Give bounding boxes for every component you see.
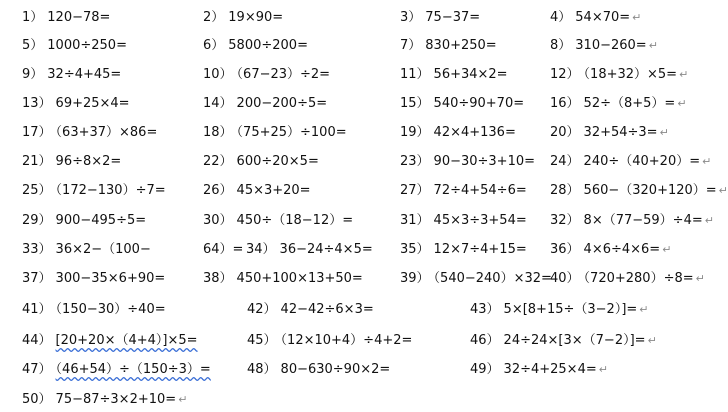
- problem-continuation: [203, 241, 243, 259]
- problem-expression: 450÷（18−12）=: [236, 213, 354, 228]
- paragraph-return-icon: ↵: [632, 11, 642, 24]
- problem-31: [400, 212, 527, 230]
- problem-number: 42）: [247, 302, 277, 317]
- problem-number: 28）: [550, 183, 580, 198]
- problem-number: 32）: [550, 213, 580, 228]
- problem-number: 5）: [22, 38, 44, 53]
- paragraph-return-icon: ↵: [718, 184, 728, 197]
- problem-4: [550, 9, 641, 27]
- problem-expression: 52÷（8+5）=: [583, 96, 676, 111]
- problem-number: 23）: [400, 154, 430, 169]
- problem-expression: 200−200÷5=: [236, 96, 328, 111]
- paragraph-return-icon: ↵: [704, 214, 714, 227]
- problem-number: 26）: [203, 183, 233, 198]
- problem-number: 49）: [470, 362, 500, 377]
- problem-34: [246, 241, 373, 259]
- problem-expression: 240÷（40+20）=: [583, 154, 701, 169]
- problem-number: 50）: [22, 392, 52, 407]
- problem-expression: 600÷20×5=: [236, 154, 319, 169]
- problem-number: 29）: [22, 213, 52, 228]
- problem-46: [470, 332, 657, 350]
- problem-number: 16）: [550, 96, 580, 111]
- problem-expression: 69+25×4=: [55, 96, 130, 111]
- problem-number: 45）: [247, 333, 277, 348]
- problem-expression: （540−240）×32=: [433, 271, 552, 286]
- problem-expression: 56+34×2=: [433, 67, 508, 82]
- problem-expression: 1000÷250=: [47, 38, 127, 53]
- paragraph-return-icon: ↵: [598, 363, 608, 376]
- problem-number: 10）: [203, 67, 233, 82]
- paragraph-return-icon: ↵: [662, 243, 672, 256]
- problem-number: 37）: [22, 271, 52, 286]
- problem-number: 17）: [22, 125, 52, 140]
- problem-number: 1）: [22, 10, 44, 25]
- problem-expression: 12×7÷4+15=: [433, 242, 527, 257]
- problem-expression: 80−630÷90×2=: [280, 362, 391, 377]
- problem-16: [550, 95, 687, 113]
- problem-number: 7）: [400, 38, 422, 53]
- problem-35: [400, 241, 527, 259]
- problem-expression: 75−37=: [425, 10, 481, 25]
- problem-39: [400, 270, 552, 288]
- problem-49: [470, 361, 608, 379]
- problem-expression: 32÷4+45=: [47, 67, 122, 82]
- problem-number: 43）: [470, 302, 500, 317]
- paragraph-return-icon: ↵: [702, 155, 712, 168]
- problem-number: 18）: [203, 125, 233, 140]
- problem-number: 20）: [550, 125, 580, 140]
- problem-50: [22, 391, 187, 409]
- problem-expression: （67−23）÷2=: [236, 67, 331, 82]
- problem-expression: 560−（320+120）=: [583, 183, 717, 198]
- problem-number: 44）: [22, 333, 52, 348]
- problem-7: [400, 37, 497, 55]
- problem-expression: 5800÷200=: [228, 38, 308, 53]
- problem-48: [247, 361, 390, 379]
- problem-37: [22, 270, 165, 288]
- problem-17: [22, 124, 157, 142]
- problem-number: 12）: [550, 67, 580, 82]
- problem-expression: 300−35×6+90=: [55, 271, 166, 286]
- problem-number: 19）: [400, 125, 430, 140]
- problem-number: 15）: [400, 96, 430, 111]
- problem-expression: 5×[8+15÷（3−2）]=: [503, 302, 638, 317]
- problem-expression: 830+250=: [425, 38, 497, 53]
- problem-33: [22, 241, 151, 259]
- problem-28: [550, 182, 728, 200]
- problem-29: [22, 212, 146, 230]
- problem-expression: （720+280）÷8=: [583, 271, 694, 286]
- problem-number: 38）: [203, 271, 233, 286]
- problem-11: [400, 66, 508, 84]
- problem-36: [550, 241, 671, 259]
- problem-expression: 36−24÷4×5=: [279, 242, 373, 257]
- problem-number: 2）: [203, 10, 225, 25]
- problem-number: 6）: [203, 38, 225, 53]
- problem-14: [203, 95, 327, 113]
- problem-expression: 32+54÷3=: [583, 125, 658, 140]
- problem-expression: 45×3+20=: [236, 183, 311, 198]
- problem-9: [22, 66, 121, 84]
- problem-number: 31）: [400, 213, 430, 228]
- problem-expression: [20+20×（4+4）]×5=: [55, 333, 198, 348]
- problem-19: [400, 124, 516, 142]
- problem-expression: 540÷90+70=: [433, 96, 525, 111]
- problem-expression: 72÷4+54÷6=: [433, 183, 527, 198]
- problem-number: 22）: [203, 154, 233, 169]
- paragraph-return-icon: ↵: [695, 272, 705, 285]
- problem-number: 9）: [22, 67, 44, 82]
- problem-expression: 45×3÷3+54=: [433, 213, 527, 228]
- problem-expression: （63+37）×86=: [55, 125, 158, 140]
- problem-number: 33）: [22, 242, 52, 257]
- problem-number: 48）: [247, 362, 277, 377]
- problem-32: [550, 212, 714, 230]
- problem-3: [400, 9, 480, 27]
- paragraph-return-icon: ↵: [647, 334, 657, 347]
- problem-number: 35）: [400, 242, 430, 257]
- problem-number: 36）: [550, 242, 580, 257]
- problem-number: 39）: [400, 271, 430, 286]
- problem-number: 4）: [550, 10, 572, 25]
- problem-expression: （18+32）×5=: [583, 67, 678, 82]
- problem-45: [247, 332, 412, 350]
- problem-number: 25）: [22, 183, 52, 198]
- problem-6: [203, 37, 308, 55]
- problem-30: [203, 212, 353, 230]
- paragraph-return-icon: ↵: [679, 68, 689, 81]
- problem-expression: （12×10+4）÷4+2=: [280, 333, 413, 348]
- problem-expression: 310−260=: [575, 38, 647, 53]
- paragraph-return-icon: ↵: [178, 393, 188, 406]
- problem-38: [203, 270, 363, 288]
- problem-expression: 42×4+136=: [433, 125, 516, 140]
- problem-27: [400, 182, 527, 200]
- problem-20: [550, 124, 669, 142]
- problem-number: 14）: [203, 96, 233, 111]
- problem-expression: 4×6÷4×6=: [583, 242, 661, 257]
- problem-number: 13）: [22, 96, 52, 111]
- paragraph-return-icon: ↵: [648, 39, 658, 52]
- problem-number: 11）: [400, 67, 430, 82]
- problem-expression: 120−78=: [47, 10, 111, 25]
- problem-1: [22, 9, 110, 27]
- problem-expression: 42−42÷6×3=: [280, 302, 374, 317]
- problem-expression: 32÷4+25×4=: [503, 362, 597, 377]
- problem-expression: 36×2−（100−: [55, 242, 151, 257]
- problem-24: [550, 153, 711, 171]
- problem-expression: 24÷24×[3×（7−2）]=: [503, 333, 646, 348]
- problem-22: [203, 153, 319, 171]
- problem-42: [247, 301, 374, 319]
- problem-number: 3）: [400, 10, 422, 25]
- problem-expression: 8×（77−59）÷4=: [583, 213, 703, 228]
- problem-expression: 64）=: [203, 242, 244, 257]
- problem-number: 34）: [246, 242, 276, 257]
- problem-expression: 75−87÷3×2+10=: [55, 392, 177, 407]
- problem-18: [203, 124, 347, 142]
- problem-number: 30）: [203, 213, 233, 228]
- problem-number: 27）: [400, 183, 430, 198]
- problem-number: 24）: [550, 154, 580, 169]
- problem-43: [470, 301, 649, 319]
- problem-8: [550, 37, 658, 55]
- problem-expression: （172−130）÷7=: [55, 183, 166, 198]
- problem-2: [203, 9, 283, 27]
- problem-44: [22, 332, 198, 350]
- problem-25: [22, 182, 166, 200]
- problem-expression: 96÷8×2=: [55, 154, 122, 169]
- problem-expression: 90−30÷3+10=: [433, 154, 536, 169]
- problem-5: [22, 37, 127, 55]
- problem-10: [203, 66, 330, 84]
- problem-23: [400, 153, 535, 171]
- paragraph-return-icon: ↵: [677, 97, 687, 110]
- problem-expression: 450+100×13+50=: [236, 271, 363, 286]
- problem-47: [22, 361, 211, 379]
- problem-number: 21）: [22, 154, 52, 169]
- problem-13: [22, 95, 130, 113]
- problem-number: 8）: [550, 38, 572, 53]
- problem-21: [22, 153, 121, 171]
- problem-number: 41）: [22, 302, 52, 317]
- problem-expression: 19×90=: [228, 10, 284, 25]
- problem-15: [400, 95, 524, 113]
- paragraph-return-icon: ↵: [659, 126, 669, 139]
- problem-expression: （75+25）÷100=: [236, 125, 347, 140]
- problem-number: 47）: [22, 362, 52, 377]
- problem-40: [550, 270, 705, 288]
- paragraph-return-icon: ↵: [639, 303, 649, 316]
- problem-12: [550, 66, 688, 84]
- problem-number: 40）: [550, 271, 580, 286]
- problem-26: [203, 182, 311, 200]
- problem-expression: （150−30）÷40=: [55, 302, 166, 317]
- problem-number: 46）: [470, 333, 500, 348]
- problem-41: [22, 301, 166, 319]
- problem-expression: （46+54）÷（150÷3）=: [55, 362, 211, 377]
- problem-expression: 54×70=: [575, 10, 631, 25]
- problem-expression: 900−495÷5=: [55, 213, 147, 228]
